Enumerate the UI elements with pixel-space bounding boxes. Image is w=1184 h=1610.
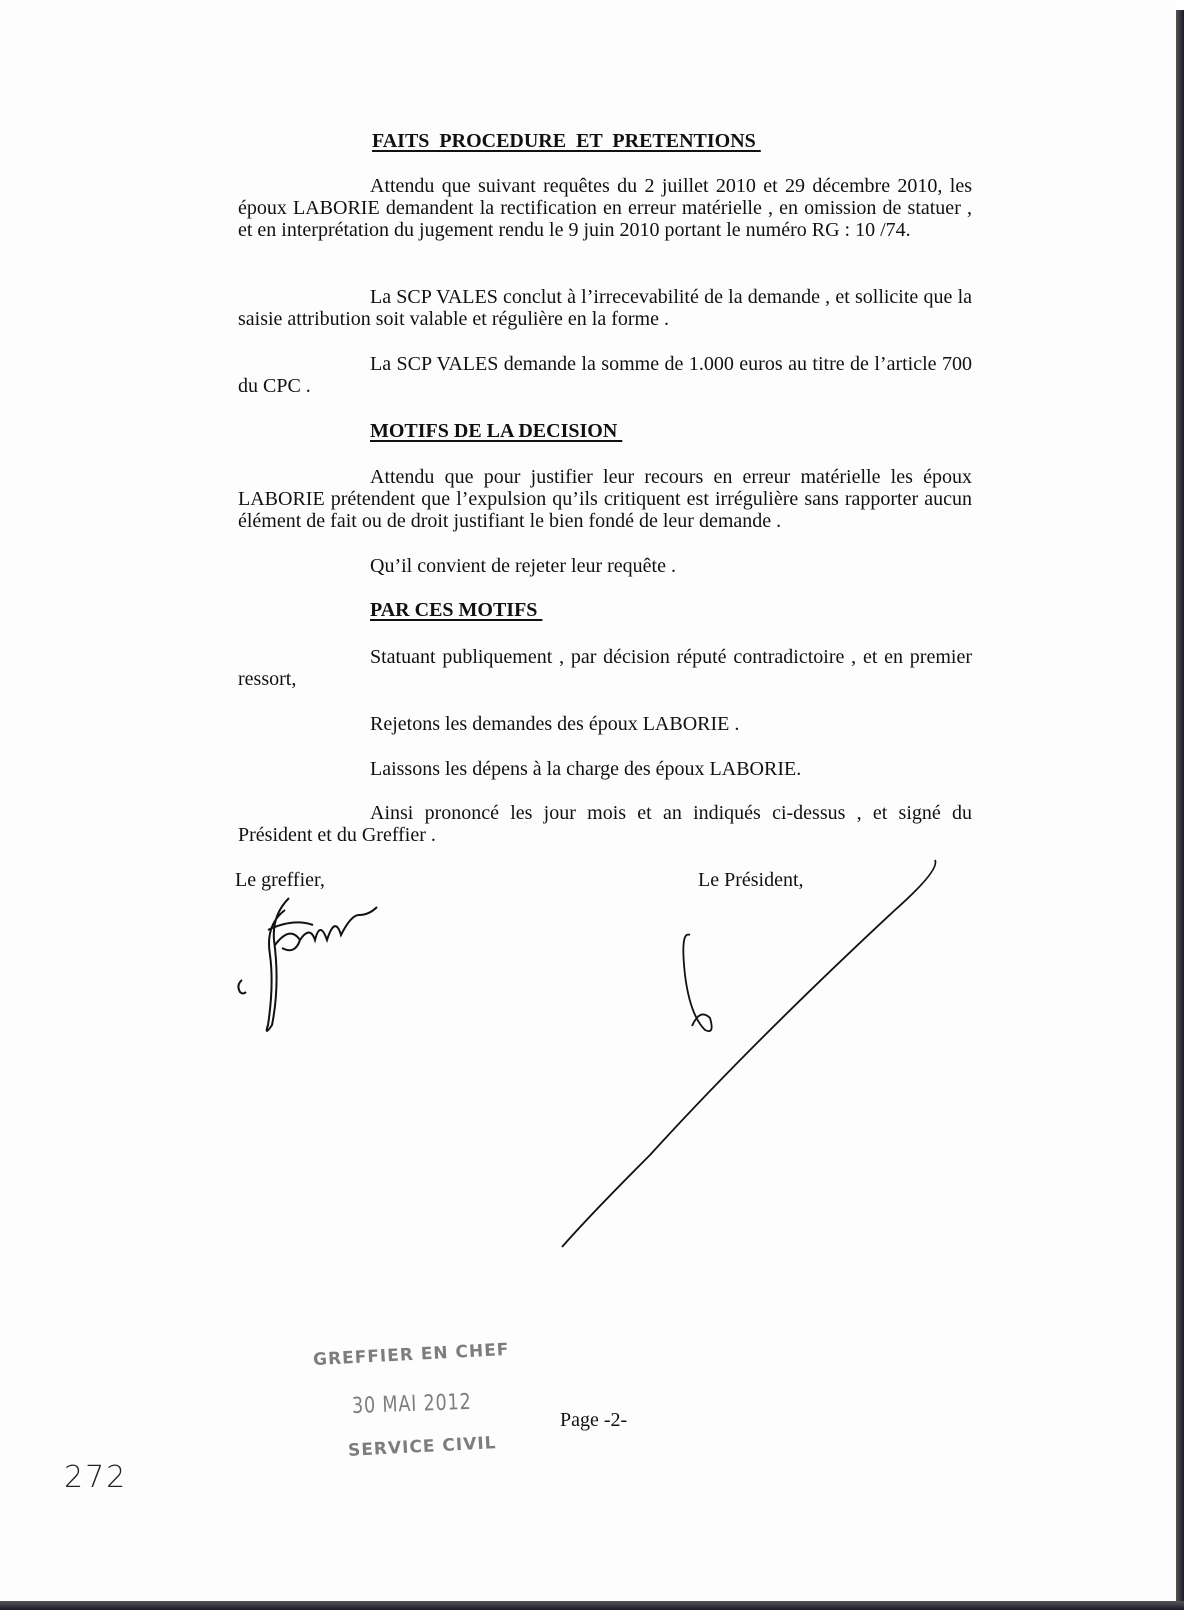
greffier-signature — [230, 890, 390, 1040]
stamp-greffier-en-chef: GREFFIER EN CHEF — [312, 1339, 510, 1371]
paragraph-prononce: Ainsi prononcé les jour mois et an indiqués ci-dessus , et signé du Président et du Greffier . — [238, 802, 972, 846]
stamp-date: 30 MAI 2012 — [351, 1389, 472, 1419]
paragraph-rejetons: Rejetons les demandes des époux LABORIE . — [370, 713, 740, 735]
paragraph-scp-conclusion: La SCP VALES conclut à l’irrecevabilité de la demande , et sollicite que la saisie attribution soit valable et régulière en la forme . — [238, 286, 972, 330]
handwritten-page-number: 272 — [64, 1460, 128, 1495]
paragraph-attendu: Attendu que pour justifier leur recours en erreur matérielle les époux LABORIE prétendent que l’expulsion qu’ils critiquent est irrégulière sans rapporter aucun élément de fait ou de droit justifiant le bien fondé de leur demande . — [238, 466, 972, 532]
page-number: Page -2- — [560, 1409, 628, 1431]
paragraph-rejet: Qu’il convient de rejeter leur requête . — [370, 555, 676, 577]
president-signature — [550, 855, 950, 1255]
section-title-motifs: MOTIFS DE LA DECISION — [370, 420, 623, 442]
stamp-service-civil: SERVICE CIVIL — [347, 1433, 497, 1461]
paragraph-statuant: Statuant publiquement , par décision réputé contradictoire , et en premier ressort, — [238, 646, 972, 690]
greffier-label: Le greffier, — [235, 869, 325, 891]
paragraph-depens: Laissons les dépens à la charge des époux LABORIE. — [370, 758, 802, 780]
section-title-par-ces-motifs: PAR CES MOTIFS — [370, 599, 543, 621]
president-label: Le Président, — [698, 869, 804, 891]
section-title-faits: FAITS PROCEDURE ET PRETENTIONS — [372, 130, 761, 152]
page-edge-shadow-right — [1176, 10, 1184, 1610]
paragraph-scp-demande: La SCP VALES demande la somme de 1.000 euros au titre de l’article 700 du CPC . — [238, 353, 972, 397]
page-edge-shadow-bottom — [0, 1601, 1184, 1610]
paragraph-requetes: Attendu que suivant requêtes du 2 juillet 2010 et 29 décembre 2010, les époux LABORIE demandent la rectification en erreur matérielle , en omission de statuer , et en interprétation du jugement rendu le 9 juin 2010 portant le numéro RG : 10 /74. — [238, 175, 972, 241]
